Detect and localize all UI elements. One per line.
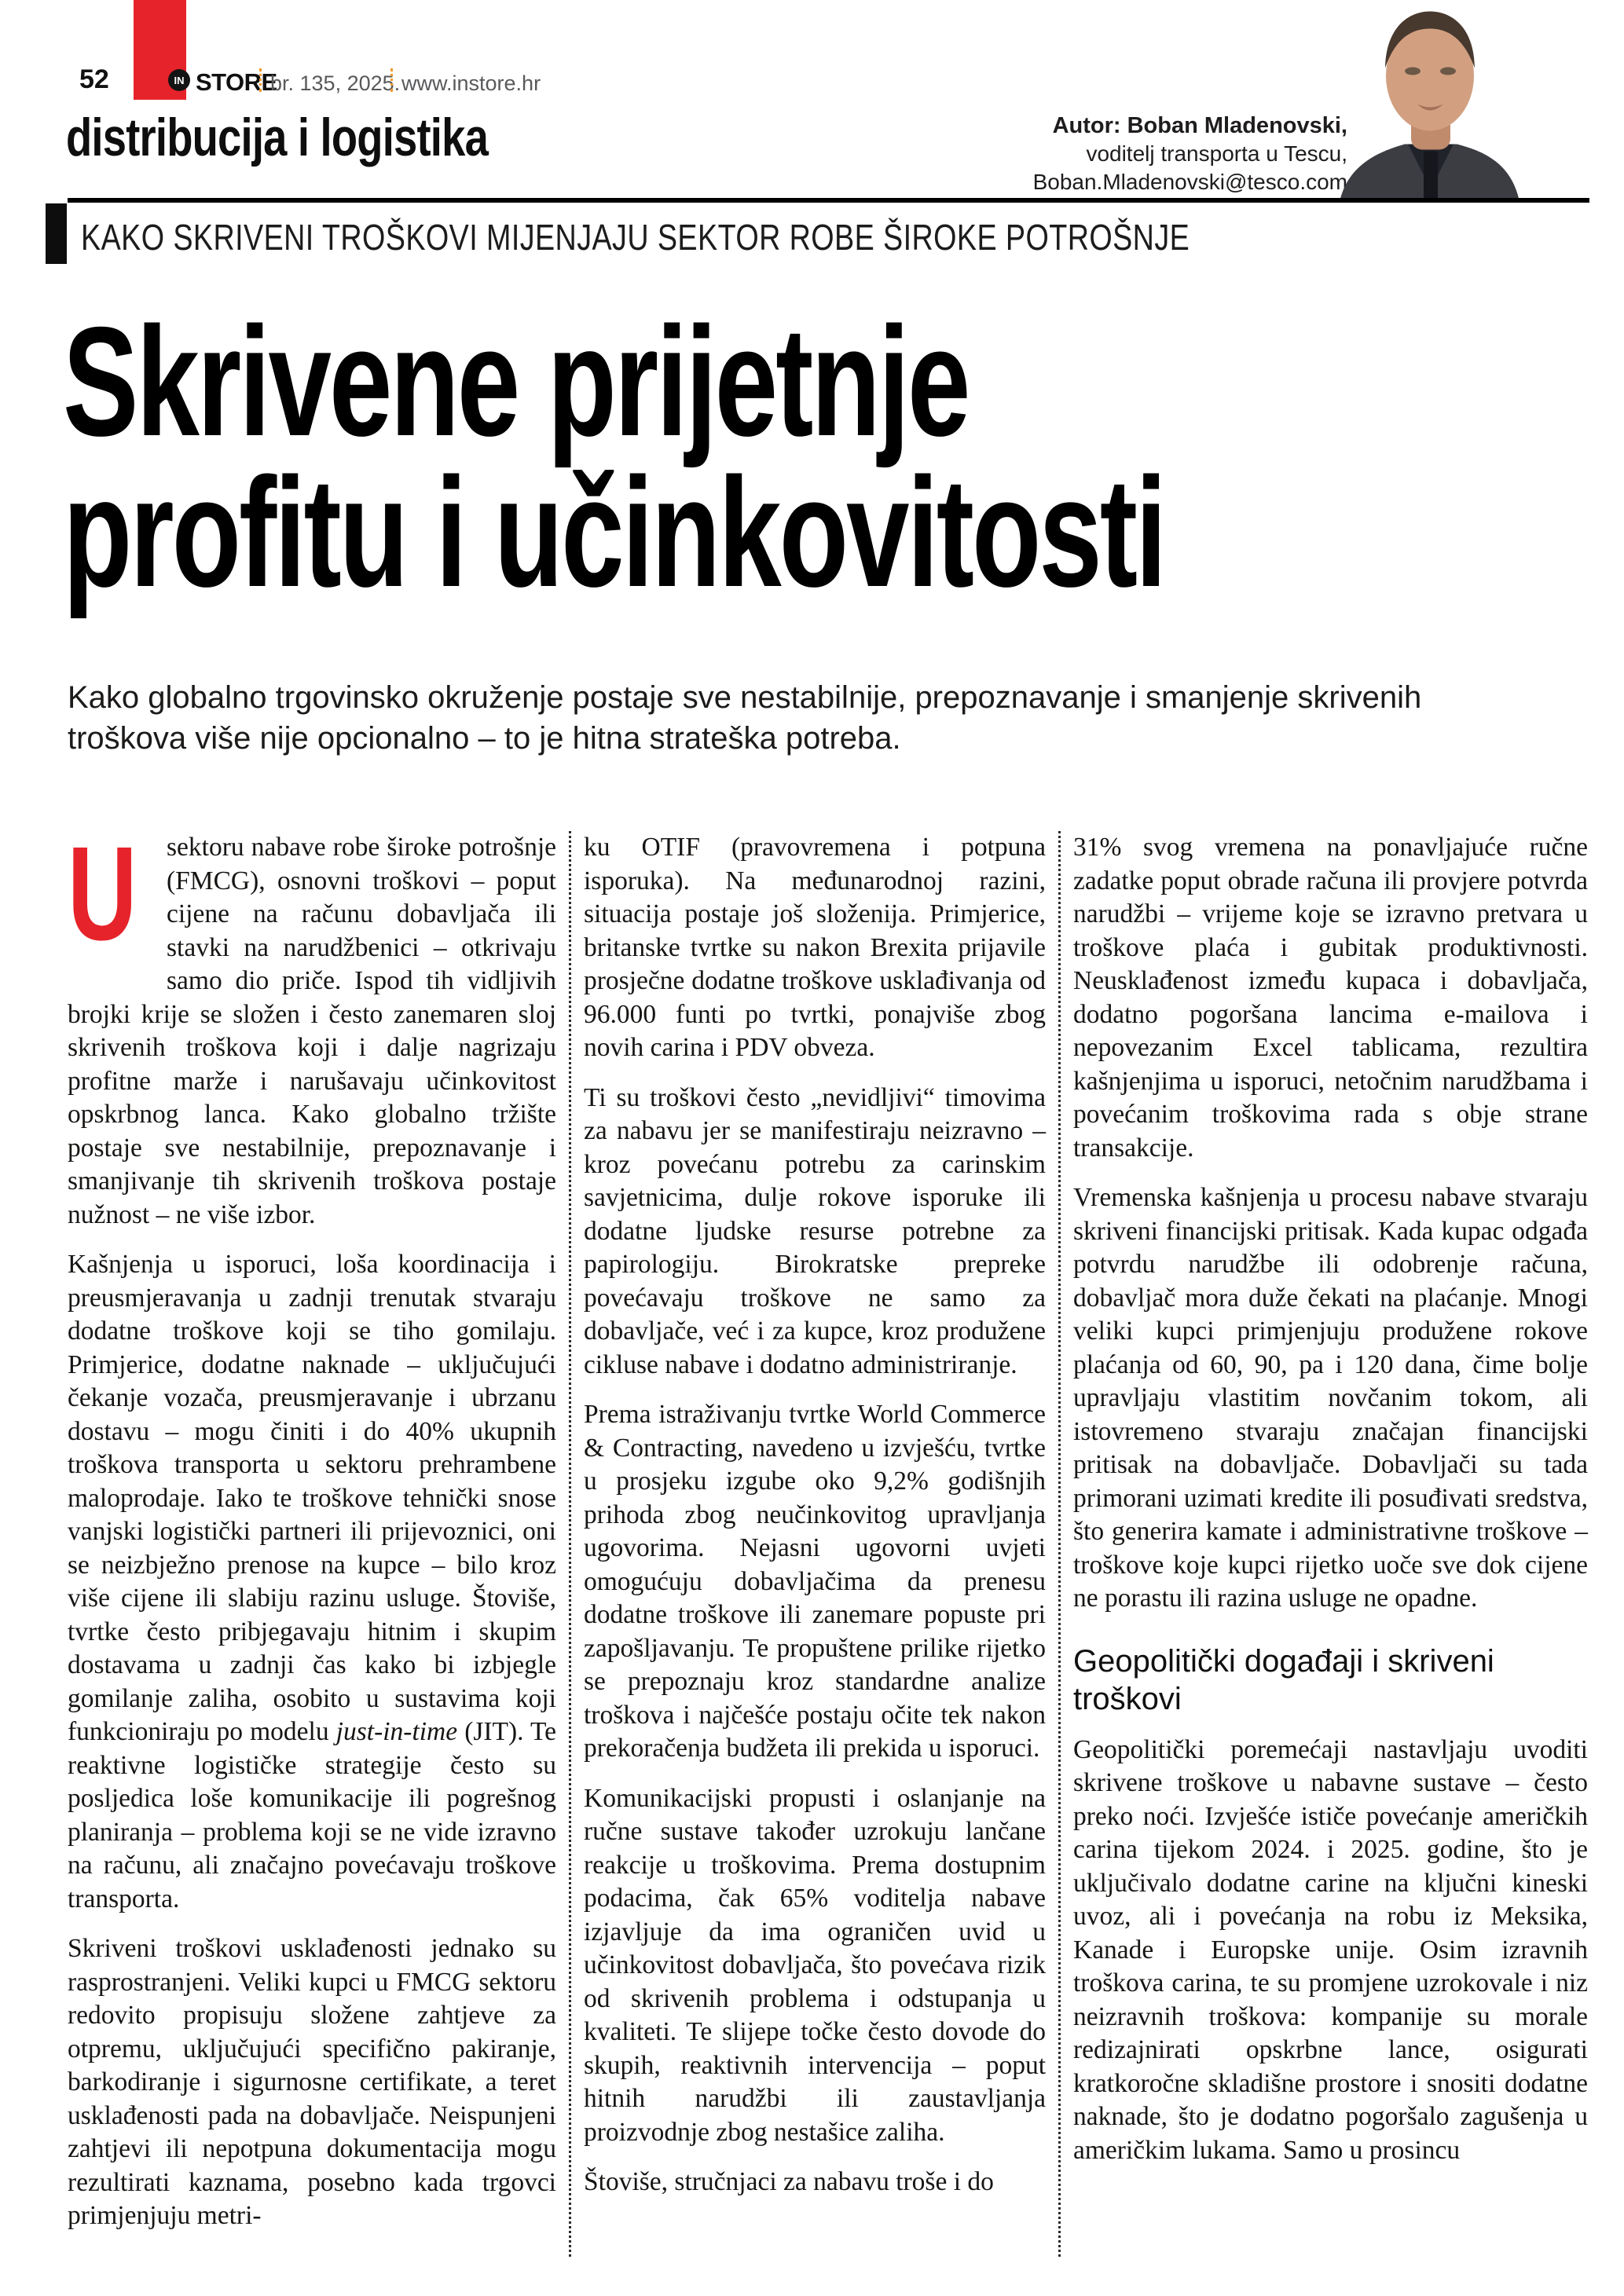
paragraph-text: (JIT). Te reaktivne logističke strategije često su posljedica loše komunikacije ili pogrešnog planiranja – problema koji se ne vide izravno na računu, ali značajno povećavaju troškove transporta. bbox=[68, 1717, 556, 1913]
paragraph bbox=[68, 831, 556, 1232]
headline bbox=[63, 295, 1572, 619]
paragraph-text: Prema istraživanju tvrtke World Commerce & Contracting, navedeno u izvješću, tvrtke u prosjeku izgube oko 9,2% godišnjih prihoda zbog neučinkovitog upravljanja ugovorima. Nejasni ugovorni uvjeti omogućuju dobavljačima da prenesu dodatne troškove ili zanemare popuste pri zapošljavanju. Te propuštene prilike rijetko se prepoznaju kroz standardne analize troškova i najčešće postaju očite tek nakon prekoračenja budžeta ili prekida u isporuci. bbox=[584, 1400, 1046, 1763]
body-column-1 bbox=[68, 831, 556, 2257]
paragraph bbox=[68, 1248, 556, 1916]
paragraph-text: Ti su troškovi često „nevidljivi“ timovima za nabavu jer se manifestiraju neizravno – kroz povećanu potrebu za carinskim savjetnicima, dulje rokove isporuke ili dodatne ljudske resurse potrebne za papirologiju. Birokratske prepreke povećavaju troškove ne samo za dobavljače, već i za kupce, kroz produžene cikluse nabave i dodatno administriranje. bbox=[584, 1082, 1046, 1379]
body-column-2 bbox=[584, 831, 1046, 2257]
author-email: Boban.Mladenovski@tesco.com bbox=[1032, 170, 1347, 194]
author-role: voditelj transporta u Tescu, bbox=[1086, 141, 1347, 166]
subheading: Geopolitički događaji i skriveni troškovi bbox=[1073, 1643, 1494, 1716]
paragraph bbox=[584, 2166, 1046, 2199]
kicker: KAKO SKRIVENI TROŠKOVI MIJENJAJU SEKTOR ROBE ŠIROKE POTROŠNJE bbox=[81, 217, 1190, 258]
kicker-bar bbox=[46, 203, 67, 264]
paragraph-text: Kašnjenja u isporuci, loša koordinacija i preusmjeravanja u zadnji trenutak stvaraju dodatne troškove koji se tiho gomilaju. Primjerice, dodatne naknade – uključujući čekanje vozača, preusmjeravanje i ubrzanu dostavu – mogu činiti i do 40% ukupnih troškova transporta u sektoru prehrambene maloprodaje. Iako te troškove tehnički snose vanjski logistički partneri ili prijevoznici, oni se neizbježno prenose na kupce – bilo kroz više cijene ili slabiju razinu usluge. Štoviše, tvrtke često pribjegavaju hitnim i skupim dostavama u zadnji čas kako bi izbjegle gomilanje zaliha, osobito u sustavima koji funkcioniraju po modelu bbox=[68, 1250, 556, 1746]
author-name: Autor: Boban Mladenovski, bbox=[1052, 113, 1347, 138]
paragraph bbox=[584, 1782, 1046, 2150]
website-url: www.instore.hr bbox=[401, 71, 541, 95]
paragraph-text: Štoviše, stručnjaci za nabavu troše i do bbox=[584, 2167, 994, 2196]
paragraph bbox=[1073, 831, 1588, 1165]
italic-term: just-in-time bbox=[335, 1717, 458, 1746]
paragraph-text: Geopolitički poremećaji nastavljaju uvoditi skrivene troškove u nabavne sustave – često preko noći. Izvješće ističe povećanje američkih carina tijekom 2024. i 2025. godine, što je uključivalo dodatne carine na ključni kineski uvoz, ali i povećanja na robu iz Meksika, Kanade i Europske unije. Osim izravnih troškova carina, te su promjene uzrokovale i niz neizravnih troškova: kompanije su morale redizajnirati opskrbne lance, osigurati kratkoročne skladišne prostore i snositi dodatne naknade, što je dodatno pogoršalo zagušenja u američkim lukama. Samo u prosincu bbox=[1073, 1734, 1588, 2165]
lede: Kako globalno trgovinsko okruženje postaje sve nestabilnije, prepoznavanje i smanjenje skrivenih troškova više nije opcionalno – to je hitna strateška potreba. bbox=[68, 680, 1422, 756]
magazine-name: STORE bbox=[196, 68, 277, 96]
header-separator-icon bbox=[390, 68, 393, 92]
paragraph bbox=[584, 1082, 1046, 1382]
paragraph-text: Komunikacijski propusti i oslanjanje na ručne sustave također uzrokuju lančane reakcije u troškovima. Prema dostupnim podacima, čak 65% voditelja nabave izjavljuje da ima ograničen uvid u učinkovitost dobavljača, što povećava rizik od skrivenih problema i odstupanja u kvaliteti. Te slijepe točke često dovode do skupih, reaktivnih intervencija – poput hitnih narudžbi ili zaustavljanja proizvodnje zbog nestašice zaliha. bbox=[584, 1783, 1046, 2147]
header-separator-icon bbox=[259, 68, 262, 92]
author-block bbox=[1033, 112, 1347, 196]
paragraph bbox=[1073, 1734, 1588, 2168]
header-rule bbox=[68, 198, 1589, 203]
paragraph-text: 31% svog vremena na ponavljajuće ručne zadatke poput obrade računa ili provjere potvrda narudžbi – vrijeme koje se izravno pretvara u troškove plaća i gubitak produktivnosti. Neusklađenost između kupaca i dobavljača, dodatno pogoršana lancima e-mailova i nepovezanim Excel tablicama, rezultira kašnjenjima u isporuci, netočnim narudžbama i povećanim troškovima rada s obje strane transakcije. bbox=[1073, 833, 1588, 1163]
paragraph bbox=[68, 1932, 556, 2233]
headline-line-2: profitu i učinkovitosti bbox=[63, 445, 1165, 619]
page-number: 52 bbox=[79, 64, 109, 94]
paragraph bbox=[584, 1398, 1046, 1766]
section-title: distribucija i logistika bbox=[66, 108, 489, 167]
paragraph bbox=[584, 831, 1046, 1065]
paragraph bbox=[1073, 1181, 1588, 1616]
instore-in-logo: IN bbox=[168, 69, 190, 91]
body-column-3 bbox=[1073, 831, 1588, 2257]
paragraph-text: Skriveni troškovi usklađenosti jednako su rasprostranjeni. Veliki kupci u FMCG sektoru redovito propisuju složene zahtjeve za otpremu, uključujući specifično pakiranje, barkodiranje i sigurnosne certifikate, a teret usklađenosti pada na dobavljače. Neispunjeni zahtjevi ili nepotpuna dokumentacija mogu rezultirati kaznama, posebno kada trgovci primjenjuju metri- bbox=[68, 1934, 556, 2230]
column-divider bbox=[569, 831, 571, 2257]
author-photo bbox=[1329, 2, 1532, 199]
paragraph-text: ku OTIF (pravovremena i potpuna isporuka). Na međunarodnoj razini, situacija postaje još složenija. Primjerice, britanske tvrtke su nakon Brexita prijavile prosječne dodatne troškove usklađivanja od 96.000 funti po tvrtki, ponajviše zbog novih carina i PDV obveza. bbox=[584, 833, 1046, 1062]
headline-line-1: Skrivene prijetnje bbox=[63, 295, 969, 468]
drop-cap: U bbox=[68, 831, 137, 969]
column-divider bbox=[1058, 831, 1061, 2257]
article-body bbox=[68, 831, 1589, 2257]
issue-number: br. 135, 2025. bbox=[270, 71, 401, 95]
paragraph-text: Vremenska kašnjenja u procesu nabave stvaraju skriveni financijski pritisak. Kada kupac odgađa potvrdu narudžbe ili odobrenje računa, dobavljač mora duže čekati na plaćanje. Mnogi veliki kupci primjenjuju produžene rokove plaćanja od 60, 90, pa i 120 dana, čime bolje upravljaju vlastitim novčanim tokom, ali istovremeno stvaraju značajan financijski pritisak na dobavljače. Dobavljači su tada primorani uzimati kredite ili posuđivati sredstva, što generira kamate i administrativne troškove – troškove koje kupci rijetko uoče sve dok cijene ne porastu ili razina usluge ne opadne. bbox=[1073, 1183, 1588, 1613]
paragraph-text: sektoru nabave robe široke potrošnje (FMCG), osnovni troškovi – poput cijene na računu dobavljača ili stavki na narudžbenici – otkrivaju samo dio priče. Ispod tih vidljivih brojki krije se složen i često zanemaren sloj skrivenih troškova koji i dalje nagrizaju profitne marže i narušavaju učinkovitost opskrbnog lanca. Kako globalno tržište postaje sve nestabilnije, prepoznavanje i smanjivanje tih skrivenih troškova postaje nužnost – ne više izbor. bbox=[68, 833, 556, 1229]
